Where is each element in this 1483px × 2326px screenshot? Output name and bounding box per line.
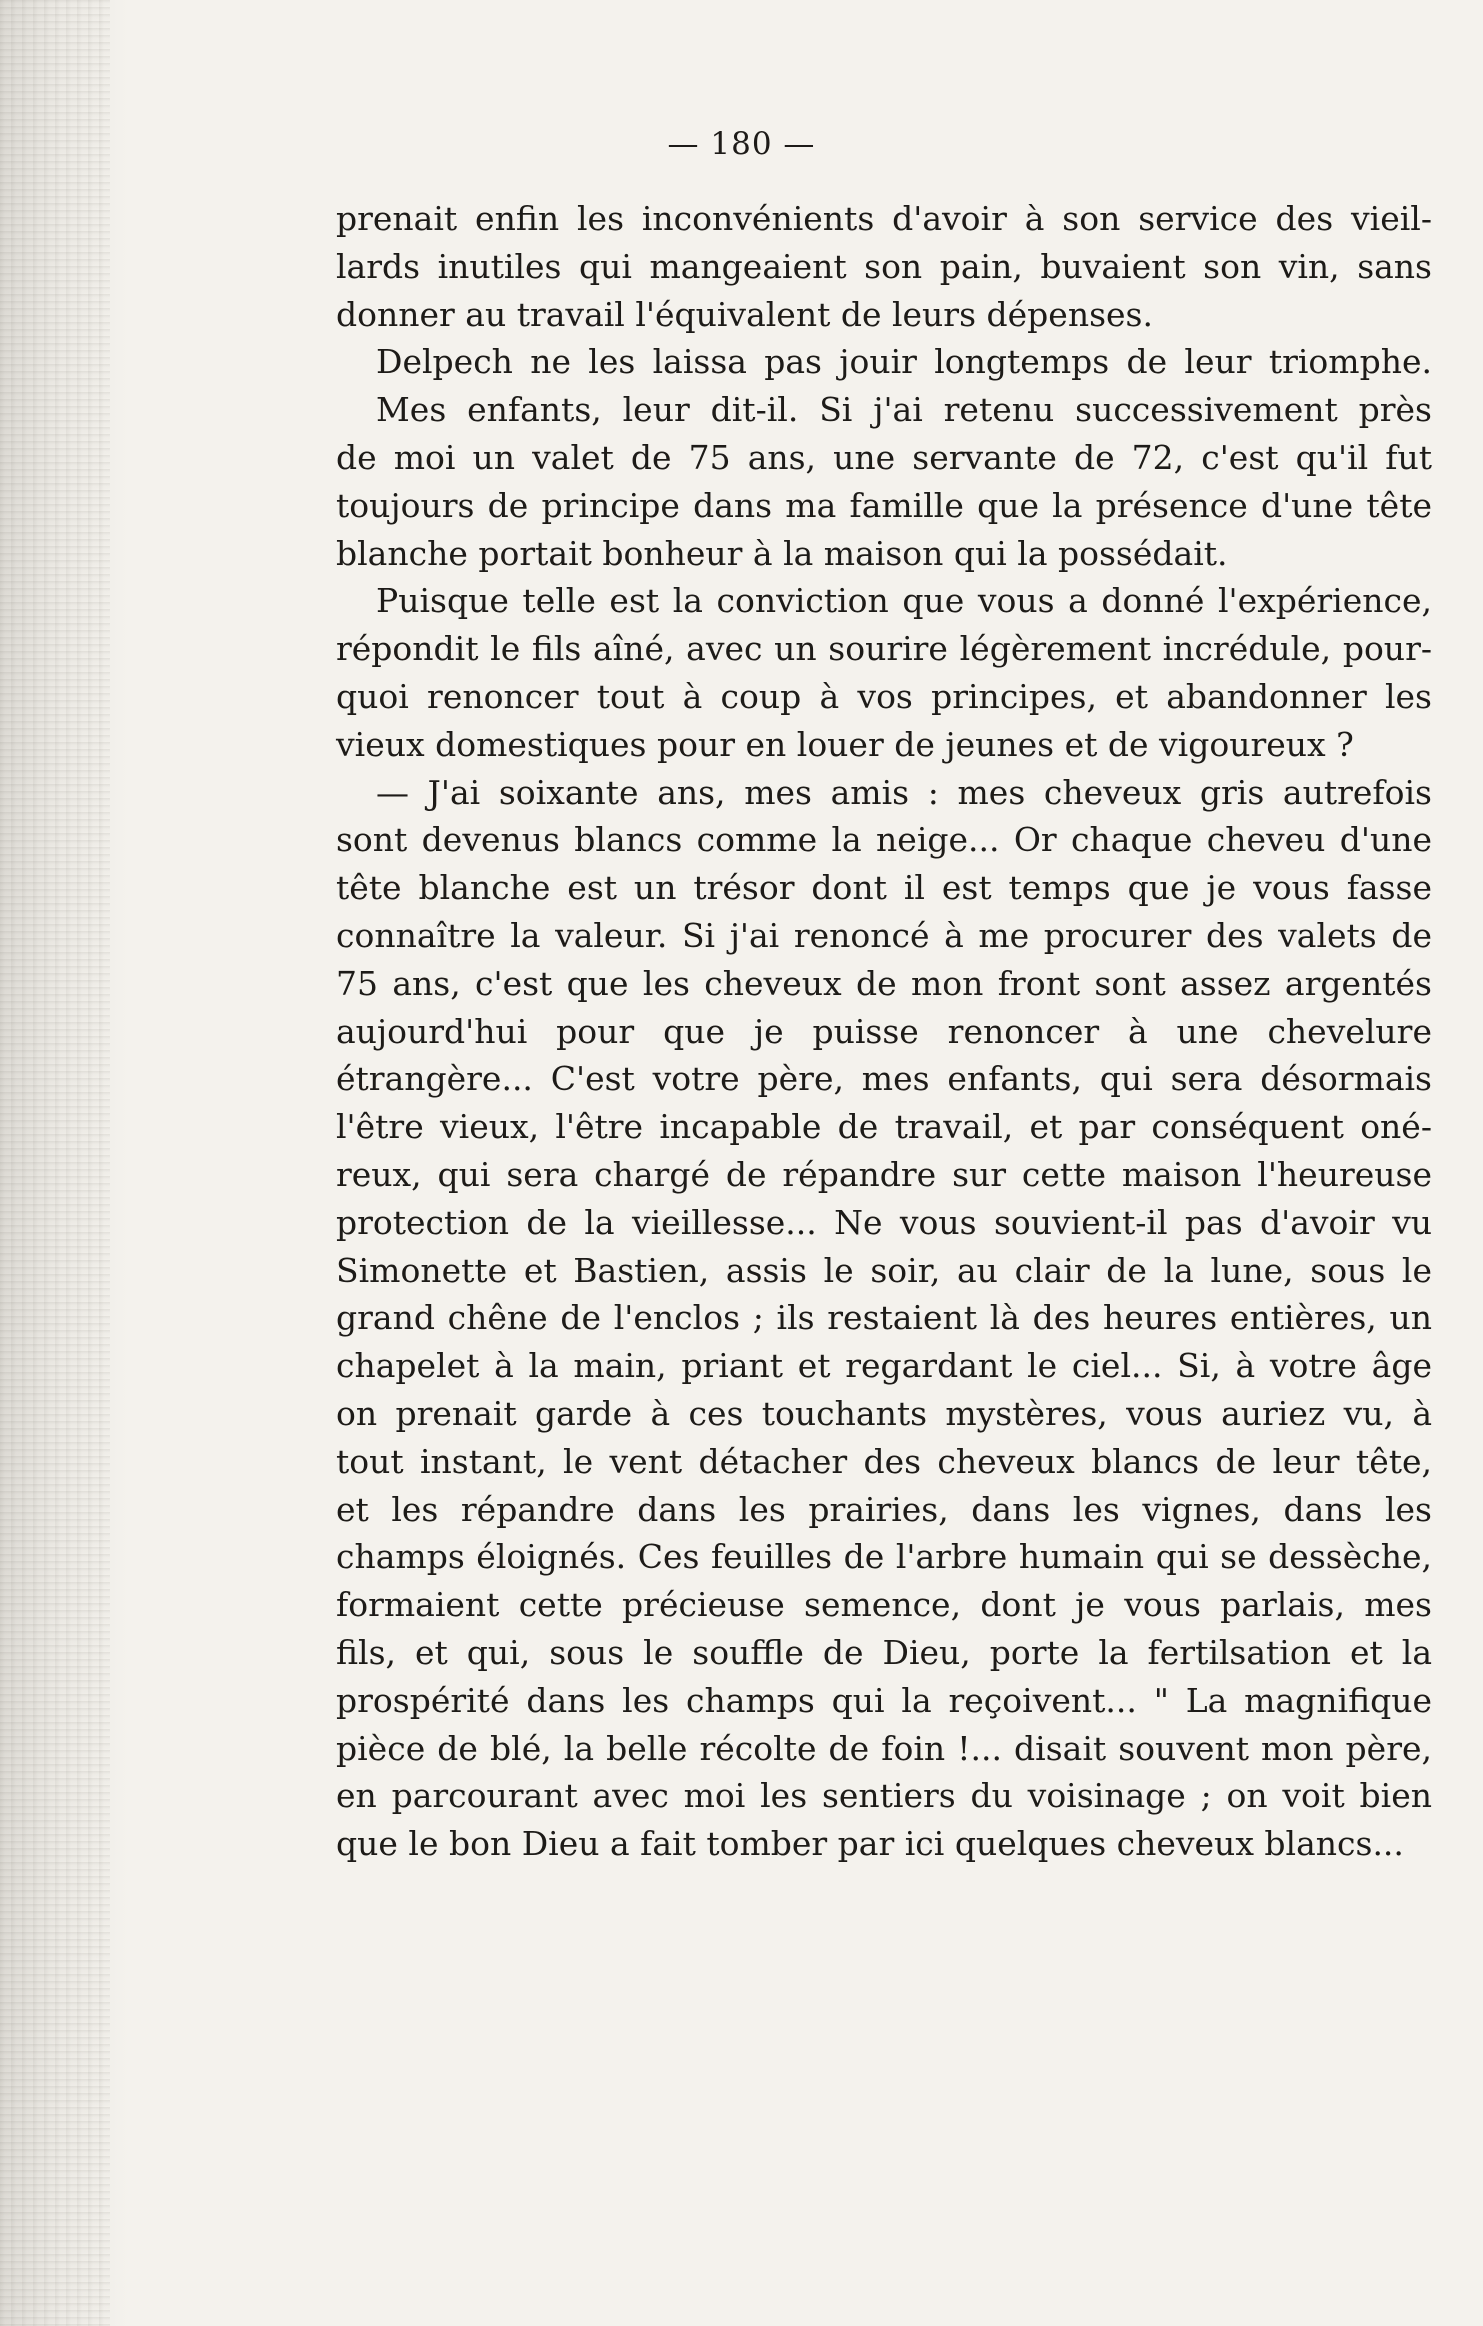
text-line: donner au travail l'équivalent de leurs dépenses. — [336, 294, 1153, 334]
text-line: en parcourant avec moi les sentiers du voisinage ; on voit bien — [336, 1776, 1432, 1816]
text-line: tout instant, le vent détacher des cheveux blancs de leur tête, — [336, 1441, 1432, 1481]
text-line: protection de la vieillesse... Ne vous souvient-il pas d'avoir vu — [336, 1202, 1432, 1242]
text-line: formaient cette précieuse semence, dont je vous parlais, mes — [336, 1585, 1432, 1625]
text-line: champs éloignés. Ces feuilles de l'arbre humain qui se dessèche, — [336, 1537, 1432, 1577]
text-line: prenait enfin les inconvénients d'avoir à son service des vieil- — [336, 199, 1432, 238]
text-line: l'être vieux, l'être incapable de travail, et par conséquent oné- — [336, 1107, 1432, 1147]
text-line: on prenait garde à ces touchants mystères, vous auriez vu, à — [336, 1393, 1432, 1433]
text-line: Delpech ne les laissa pas jouir longtemps de leur triomphe. — [376, 342, 1432, 382]
text-line: pièce de blé, la belle récolte de foin !... disait souvent mon père, — [336, 1728, 1432, 1768]
text-line: 75 ans, c'est que les cheveux de mon front sont assez argentés — [336, 963, 1432, 1003]
text-line: aujourd'hui pour que je puisse renoncer à une chevelure — [336, 1011, 1432, 1051]
text-line: toujours de principe dans ma famille que la présence d'une tête — [336, 485, 1432, 525]
text-line: connaître la valeur. Si j'ai renoncé à me procurer des valets de — [336, 915, 1432, 955]
binding-shadow — [0, 0, 110, 2326]
text-line: Mes enfants, leur dit-il. Si j'ai retenu successivement près — [376, 390, 1432, 430]
text-line: vieux domestiques pour en louer de jeunes et de vigoureux ? — [336, 724, 1354, 764]
text-line: reux, qui sera chargé de répandre sur cette maison l'heureuse — [336, 1154, 1432, 1194]
page-number: — 180 — — [667, 126, 816, 162]
text-line: quoi renoncer tout à coup à vos principes, et abandonner les — [336, 676, 1432, 716]
text-line: et les répandre dans les prairies, dans les vignes, dans les — [336, 1489, 1432, 1529]
text-line: que le bon Dieu a fait tomber par ici quelques cheveux blancs... — [336, 1824, 1404, 1864]
text-line: — J'ai soixante ans, mes amis : mes cheveux gris autrefois — [376, 772, 1432, 812]
text-line: grand chêne de l'enclos ; ils restaient là des heures entières, un — [336, 1298, 1432, 1338]
text-line: chapelet à la main, priant et regardant le ciel... Si, à votre âge — [336, 1346, 1432, 1386]
text-line: fils, et qui, sous le souffle de Dieu, porte la fertilsation et la — [336, 1632, 1432, 1672]
text-line: Simonette et Bastien, assis le soir, au clair de la lune, sous le — [336, 1250, 1432, 1290]
text-line: prospérité dans les champs qui la reçoivent... " La magnifique — [336, 1680, 1432, 1720]
text-line: blanche portait bonheur à la maison qui la possédait. — [336, 533, 1228, 573]
text-line: sont devenus blancs comme la neige... Or chaque cheveu d'une — [336, 820, 1432, 860]
text-line: lards inutiles qui mangeaient son pain, buvaient son vin, sans — [336, 246, 1432, 286]
text-line: de moi un valet de 75 ans, une servante de 72, c'est qu'il fut — [336, 437, 1432, 477]
body-text — [336, 195, 1432, 1868]
text-line: répondit le fils aîné, avec un sourire légèrement incrédule, pour- — [336, 629, 1432, 669]
text-line: tête blanche est un trésor dont il est temps que je vous fasse — [336, 868, 1432, 908]
text-line: Puisque telle est la conviction que vous a donné l'expérience, — [376, 581, 1432, 621]
text-line: étrangère... C'est votre père, mes enfants, qui sera désormais — [336, 1059, 1432, 1099]
